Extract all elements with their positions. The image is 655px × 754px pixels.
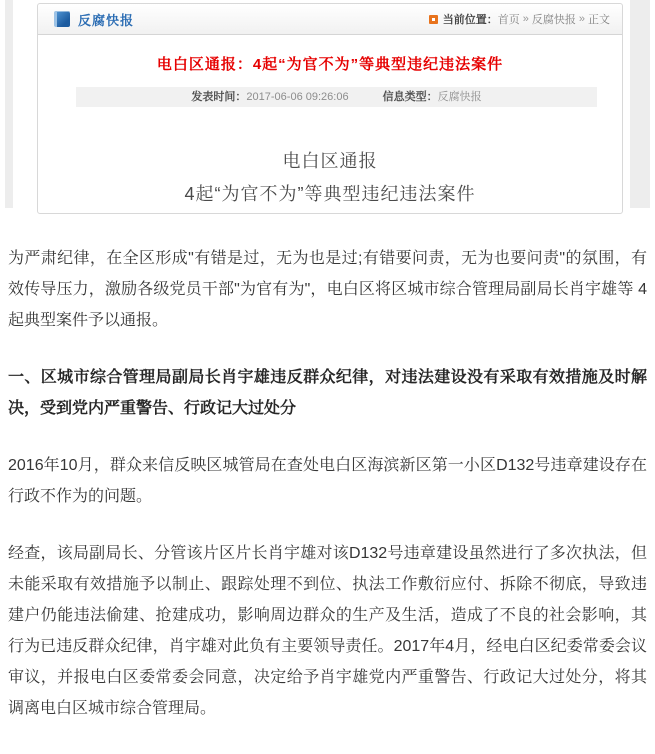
article-paragraph: 2016年10月，群众来信反映区城管局在查处电白区海滨新区第一小区D132号违章建设存在行政不作为的问题。: [8, 457, 647, 505]
breadcrumb-link-section[interactable]: 反腐快报: [531, 14, 576, 26]
section-title: 反腐快报: [78, 12, 135, 28]
article-heading: [38, 145, 622, 211]
publish-time-label: 发表时间：: [191, 91, 247, 103]
article-paragraph: 经查，该局副局长、分管该片区片长肖宇雄对该D132号违章建设虽然进行了多次执法，但未能采取有效措施予以制止、跟踪处理不到位、执法工作敷衍应付、拆除不彻底，导致违建户仍能违法偷建、抢建成功，影响周边群众的生产及生活，造成了不良的社会影响，其行为已违反群众纪律，肖宇雄对此负有主要领导责任。2017年4月，经电白区纪委常委会议审议，并报电白区委常委会同意，决定给予肖宇雄党内严重警告、行政记大过处分，将其调离电白区城市综合管理局。: [8, 545, 647, 717]
article-body: [0, 215, 655, 724]
publish-time-value: 2017-06-06 09:26:06: [246, 91, 349, 103]
page-background-strip-left: [5, 0, 13, 208]
breadcrumb-label: 当前位置：: [442, 14, 498, 26]
article-heading-line1: 电白区通报: [282, 151, 378, 171]
embedded-page-screenshot: [0, 0, 655, 215]
article-page-box: [37, 3, 623, 214]
breadcrumb-link-home[interactable]: 首页: [497, 14, 520, 26]
section-header-bar: [38, 4, 622, 35]
article-paragraph: 为严肃纪律，在全区形成"有错是过，无为也是过;有错要问责，无为也要问责"的氛围，有效传导压力，激励各级党员干部"为官有为"，电白区将区城市综合管理局副局长肖宇雄等 4 起典型案件予以通报。: [8, 250, 647, 329]
article-heading-line2: 4起“为官不为”等典型违纪违法案件: [184, 184, 476, 204]
article-title-red: 电白区通报：4起“为官不为”等典型违纪违法案件: [156, 56, 504, 73]
breadcrumb: [429, 11, 610, 27]
info-type-value: 反腐快报: [437, 91, 482, 103]
section-header-left: [54, 10, 134, 29]
article-meta-bar: [76, 87, 597, 107]
article-subheading: 一、区城市综合管理局副局长肖宇雄违反群众纪律，对违法建设没有采取有效措施及时解决，受到党内严重警告、行政记大过处分: [8, 369, 647, 417]
breadcrumb-separator: »: [578, 13, 585, 25]
page-background-strip-right: [630, 0, 650, 208]
location-icon: [429, 15, 438, 24]
breadcrumb-separator: »: [522, 13, 529, 25]
breadcrumb-current: 正文: [588, 14, 610, 26]
info-type-label: 信息类型：: [382, 91, 438, 103]
book-icon: [54, 11, 70, 27]
